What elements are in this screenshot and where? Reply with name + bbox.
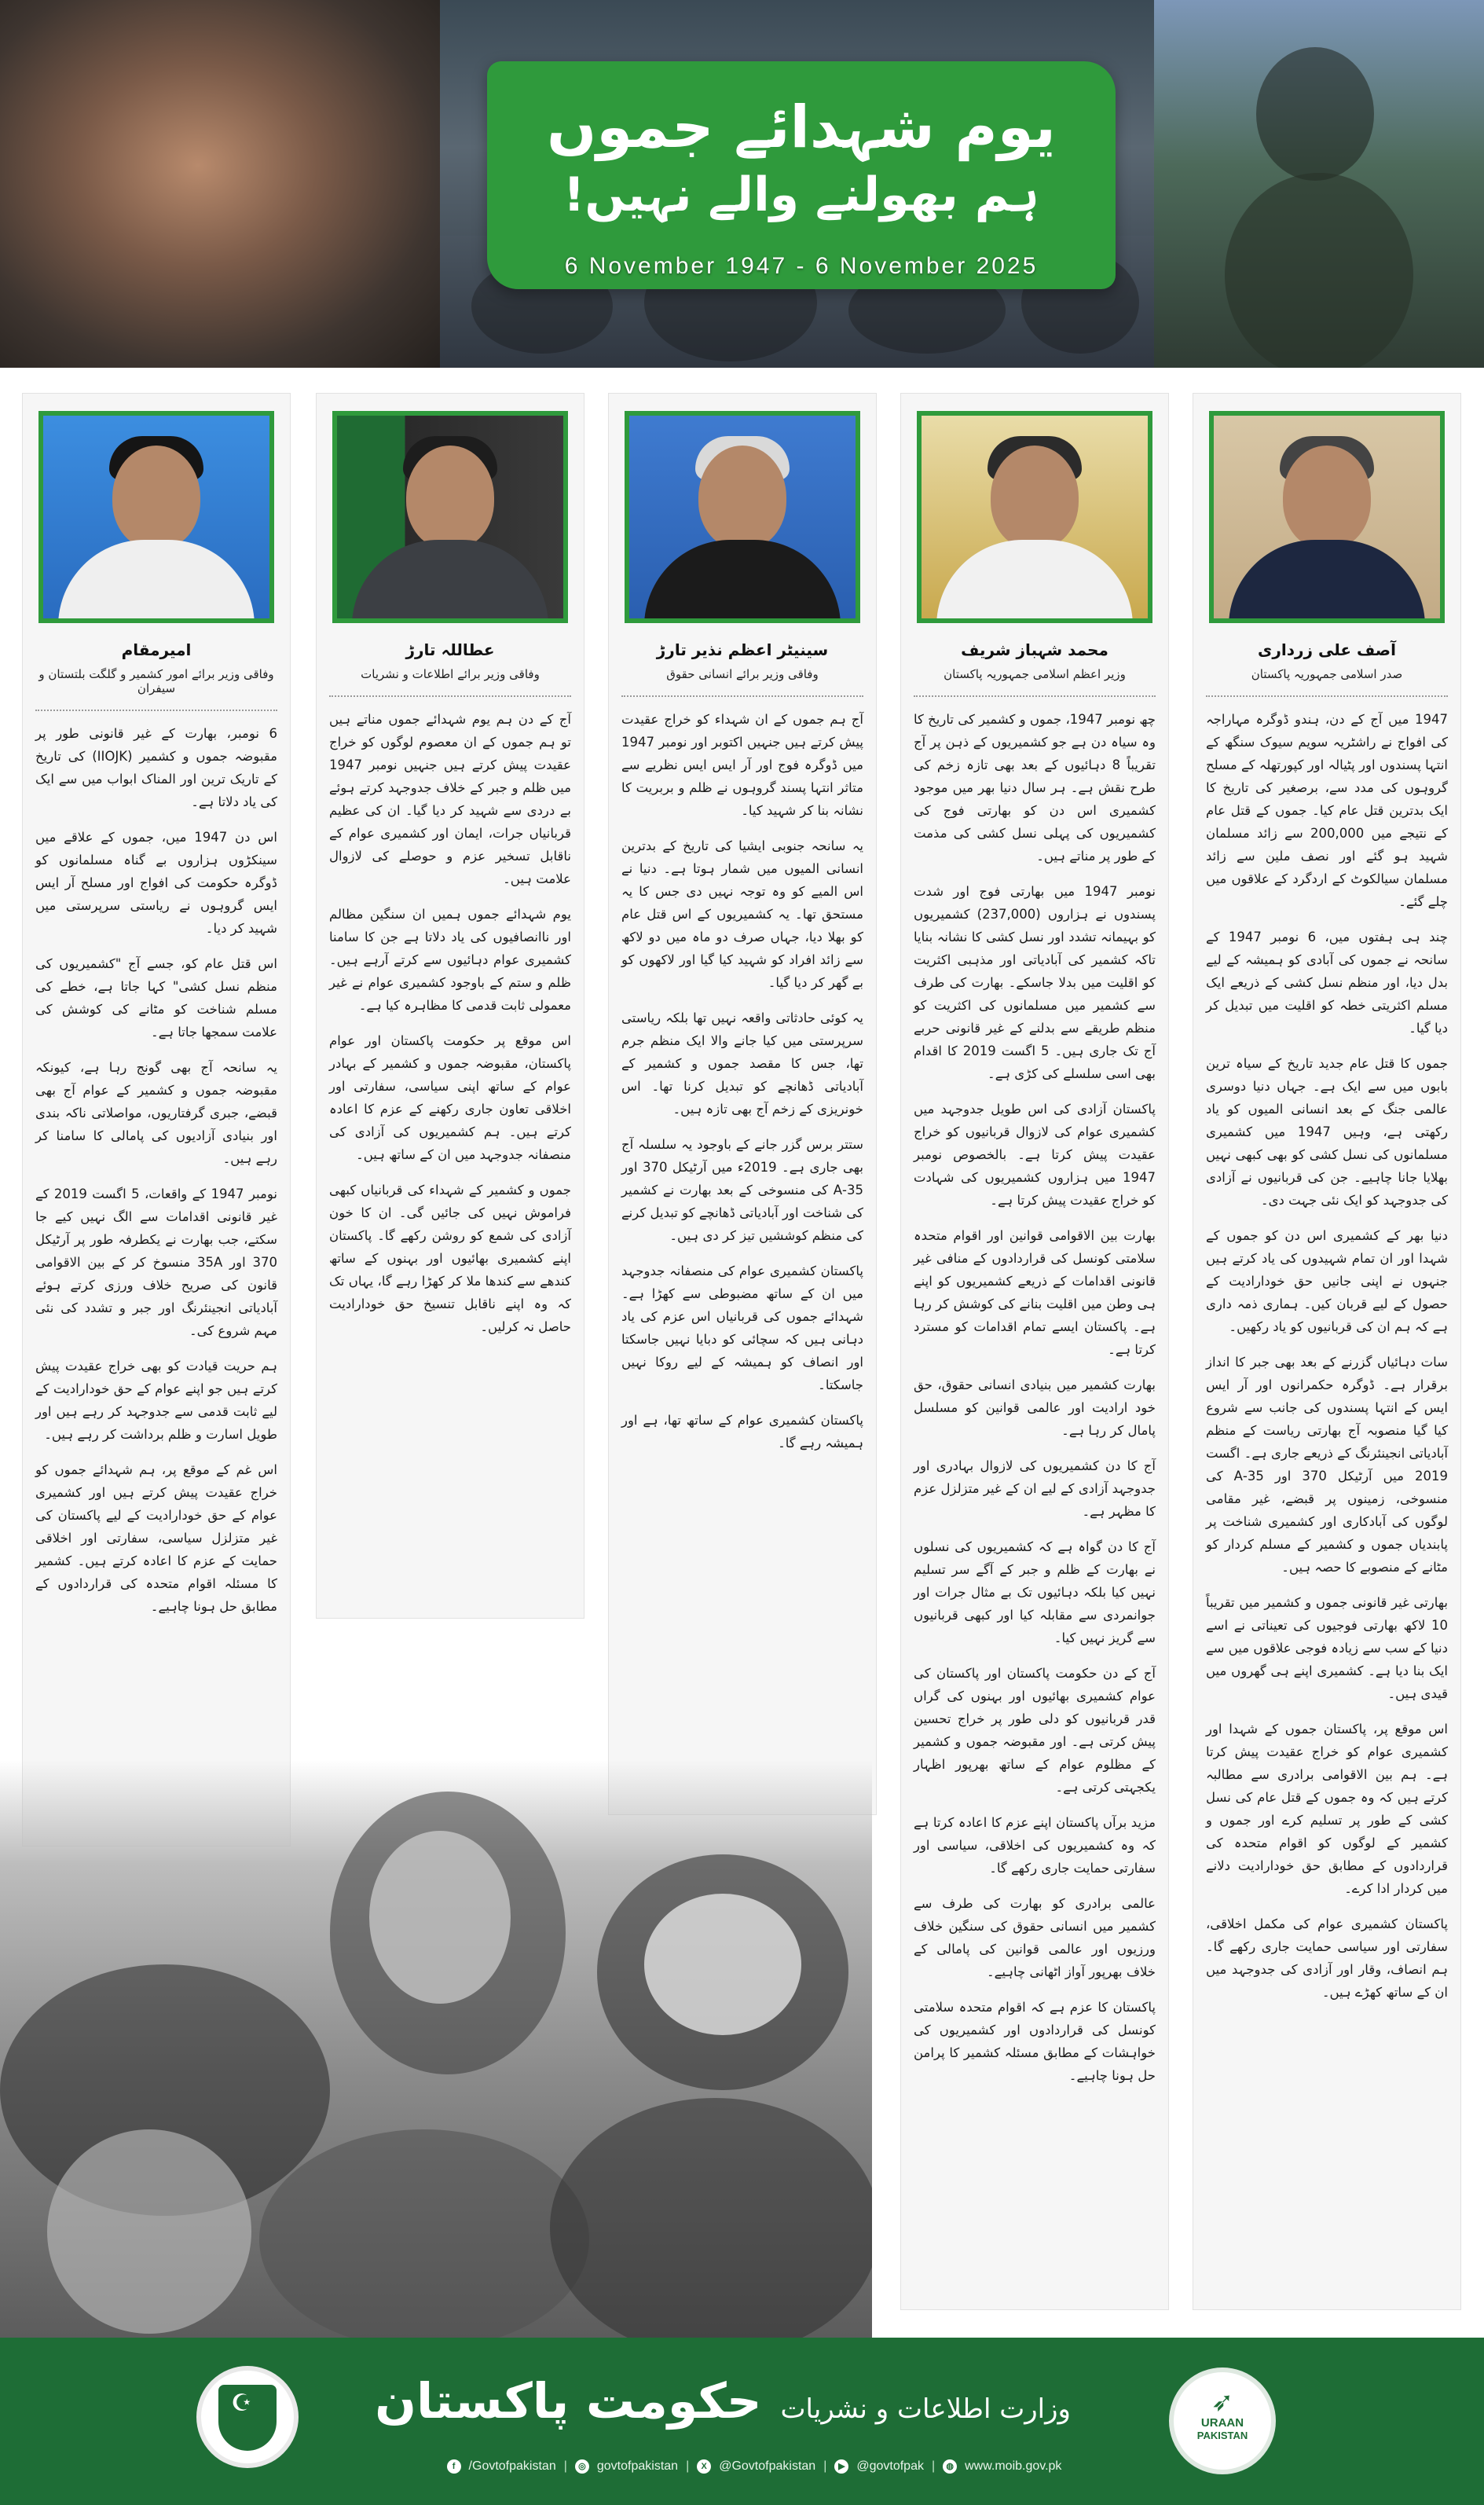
statement-column-information-minister bbox=[316, 393, 584, 1619]
person-role: وفاقی وزیر برائے امور کشمیر و گلگت بلتستان و سیفران bbox=[38, 667, 274, 695]
paragraph: آج کا دن کشمیریوں کی لازوال بہادری اور جدوجہد آزادی کے لیے ان کے غیر متزلزل عزم کا مظہر ہے۔ bbox=[914, 1458, 1156, 1519]
paragraph: سات دہائیاں گزرنے کے بعد بھی جبر کا انداز برقرار ہے۔ ڈوگرہ حکمرانوں اور آر ایس ایس کے انتہا پسندوں کی جانب سے شروع کیا گیا منصوبہ آج بھارتی ریاست کے منظم آبادیاتی انجینئرنگ کے ذریعے جاری ہے۔ اگست 2019 میں آرٹیکل 370 اور 35-A کی منسوخی، زمینوں پر قبضے، غیر مقامی لوگوں کی آبادکاری اور کشمیری شناخت پر پابندیاں جموں و کشمیر کے مسلم کردار کو مٹانے کے منصوبے کا حصہ ہیں۔ bbox=[1206, 1355, 1448, 1575]
state-emblem-icon: ☪ bbox=[196, 2366, 299, 2468]
uraan-label: URAAN bbox=[1200, 2416, 1244, 2430]
paragraph: چھ نومبر 1947، جموں و کشمیر کی تاریخ کا وہ سیاہ دن ہے جو کشمیریوں کے ذہن پر آج تقریباً 8 دہائیوں کے بعد بھی تازہ زخم کی طرح نقش ہے۔ ہر سال دنیا بھر میں موجود کشمیری اس دن کو بھارتی فوج کی کشمیریوں کی پہلی نسل کشی کی مذمت کے طور پر مناتے ہیں۔ bbox=[914, 712, 1156, 864]
divider bbox=[1206, 695, 1448, 697]
x-link[interactable]: @Govtofpakistan bbox=[719, 2459, 816, 2473]
portrait-photo bbox=[38, 411, 274, 623]
person-role: وفاقی وزیر برائے انسانی حقوق bbox=[666, 667, 819, 681]
person-name: سینیٹر اعظم نذیر تارڑ bbox=[656, 640, 829, 659]
bird-icon: ➶ bbox=[1211, 2386, 1234, 2418]
government-name: حکومت پاکستان bbox=[375, 2372, 762, 2430]
date-range: 6 November 1947 - 6 November 2025 bbox=[564, 253, 1039, 279]
person-name: آصف علی زرداری bbox=[1258, 640, 1396, 659]
person-role: وزیر اعظم اسلامی جمہوریہ پاکستان bbox=[944, 667, 1126, 681]
divider bbox=[621, 695, 863, 697]
header-banner bbox=[0, 0, 1484, 368]
paragraph: آج کے دن ہم یوم شہدائے جموں مناتے ہیں تو ہم جموں کے ان معصوم لوگوں کو خراج عقیدت پیش کرتے ہیں جنہیں نومبر 1947 میں ظلم و جبر کے خلاف جدوجہد کرتے ہوئے بے دردی سے شہید کر دیا گیا۔ ان کی عظیم قربانیاں جرات، ایمان اور کشمیری عوام کے ناقابل تسخیر عزم و حوصلے کی لازوال علامت ہیں۔ bbox=[329, 712, 571, 886]
paragraph: ہم حریت قیادت کو بھی خراج عقیدت پیش کرتے ہیں جو اپنے عوام کے حق خودارادیت کے لیے ثابت قدمی سے جدوجہد کر رہے ہیں اور طویل اسارت و ظلم برداشت کر رہے ہیں۔ bbox=[35, 1359, 277, 1442]
main-title: یوم شہدائے جموں bbox=[547, 94, 1056, 161]
paragraph: پاکستان کشمیری عوام کی مکمل اخلاقی، سفارتی اور سیاسی حمایت جاری رکھے گا۔ ہم انصاف، وقار اور آزادی کی جدوجہد میں ان کے ساتھ کھڑے ہیں۔ bbox=[1206, 1916, 1448, 2000]
paragraph: چند ہی ہفتوں میں، 6 نومبر 1947 کے سانحہ نے جموں کی آبادی کو ہمیشہ کے لیے بدل دیا، اور منظم نسل کشی کے ذریعے ایک مسلم اکثریتی خطہ کو اقلیت میں تبدیل کر دیا گیا۔ bbox=[1206, 930, 1448, 1036]
paragraph: 1947 میں آج کے دن، ہندو ڈوگرہ مہاراجہ کی افواج نے راشٹریہ سویم سیوک سنگھ کے انتہا پسندوں اور پٹیالہ اور کپورتھلہ کے مسلح گروہوں کی مدد سے، برصغیر کی تاریخ کا ایک بدترین قتل عام کیا۔ جموں کے قتل عام کے نتیجے میں 200,000 سے زائد مسلمان شہید ہو گئے اور نصف ملین سے زائد مسلمان سیالکوٹ کے اردگرد کے علاقوں میں چلے گئے۔ bbox=[1206, 712, 1448, 909]
instagram-icon: ◎ bbox=[575, 2459, 589, 2474]
statement-column-kashmir-affairs-minister bbox=[22, 393, 291, 1847]
paragraph: اس موقع پر حکومت پاکستان اور عوام پاکستان، مقبوضہ جموں و کشمیر کے بہادر عوام کے ساتھ اپنی سیاسی، سفارتی اور اخلاقی تعاون جاری رکھنے کے عزم کا اعادہ کرتے ہیں۔ ہم کشمیریوں کی آزادی کی منصفانہ جدوجہد میں ان کے ساتھ ہیں۔ bbox=[329, 1033, 571, 1162]
paragraph: یوم شہدائے جموں ہمیں ان سنگین مظالم اور ناانصافیوں کی یاد دلاتا ہے جن کا سامنا کشمیری عوام دہائیوں سے کرتے آرہے ہیں۔ ظلم و ستم کے باوجود کشمیری عوام نے غیر معمولی ثابت قدمی کا مظاہرہ کیا ہے۔ bbox=[329, 907, 571, 1013]
facebook-icon: f bbox=[447, 2459, 461, 2474]
facebook-link[interactable]: /Govtofpakistan bbox=[468, 2459, 556, 2473]
x-icon: X bbox=[697, 2459, 711, 2474]
paragraph: اس دن 1947 میں، جموں کے علاقے میں سینکڑوں ہزاروں بے گناہ مسلمانوں کو ڈوگرہ حکومت کی افواج اور مسلح آر ایس ایس گروہوں نے ریاستی سرپرستی میں شہید کر دیا۔ bbox=[35, 830, 277, 936]
paragraph: دنیا بھر کے کشمیری اس دن کو جموں کے شہدا اور ان تمام شہیدوں کی یاد کرتے ہیں جنہوں نے اپنی جانیں حق خودارادیت کے حصول کے لیے قربان کیں۔ ہماری ذمہ داری ہے کہ ہم ان کی قربانیوں کو یاد رکھیں۔ bbox=[1206, 1228, 1448, 1334]
uraan-pakistan-logo bbox=[1169, 2367, 1276, 2474]
paragraph: اس غم کے موقع پر، ہم شہدائے جموں کو خراج عقیدت پیش کرتے ہیں اور کشمیری عوام کے حق خودارادیت کے لیے پاکستان کی غیر متزلزل سیاسی، سفارتی اور اخلاقی حمایت کے عزم کا اعادہ کرتے ہیں۔ کشمیر کا مسئلہ اقوام متحدہ کی قراردادوں کے مطابق حل ہونا چاہیے۔ bbox=[35, 1462, 277, 1614]
paragraph: یہ کوئی حادثاتی واقعہ نہیں تھا بلکہ ریاستی سرپرستی میں کیا جانے والا ایک منظم جرم تھا، جس کا مقصد جموں و کشمیر کے آبادیاتی ڈھانچے کو تبدیل کرنا تھا۔ اس خونریزی کے زخم آج بھی تازہ ہیں۔ bbox=[621, 1010, 863, 1117]
divider bbox=[35, 710, 277, 711]
person-name: محمد شہباز شریف bbox=[961, 640, 1108, 659]
paragraph: بھارت کشمیر میں بنیادی انسانی حقوق، حق خود ارادیت اور عالمی قوانین کو مسلسل پامال کر رہا ہے۔ bbox=[914, 1377, 1156, 1438]
soldier-photo bbox=[1154, 0, 1484, 368]
paragraph: اس قتل عام کو، جسے آج "کشمیریوں کی منظم نسل کشی" کہا جاتا ہے، خطے کی مسلم شناخت کو مٹانے کی کوشش کی علامت سمجھا جاتا ہے۔ bbox=[35, 956, 277, 1040]
youtube-link[interactable]: @govtofpak bbox=[856, 2459, 924, 2473]
paragraph: جموں کا قتل عام جدید تاریخ کے سیاہ ترین بابوں میں سے ایک ہے۔ جہاں دنیا دوسری عالمی جنگ کے بعد انسانی المیوں کو یاد رکھتی ہے، وہیں 1947 میں کشمیری مسلمانوں کی نسل کشی کو بھی کبھی نہیں بھلایا جانا چاہیے۔ جن کی قربانیوں نے آزادی کی جدوجہد کو ایک نئی جہت دی۔ bbox=[1206, 1056, 1449, 1208]
social-links: f /Govtofpakistan | ◎ govtofpakistan | X @Govtofpakistan | ▶ @govtofpak | ◍ www.moib.gov.pk bbox=[424, 2459, 1084, 2474]
pakistan-label: PAKISTAN bbox=[1196, 2430, 1248, 2441]
ministry-name: وزارت اطلاعات و نشریات bbox=[780, 2393, 1071, 2425]
statement-column-prime-minister bbox=[900, 393, 1169, 2310]
government-title bbox=[330, 2372, 1116, 2448]
person-role: صدر اسلامی جمہوریہ پاکستان bbox=[1251, 667, 1403, 681]
statement-column-human-rights-minister bbox=[608, 393, 877, 1815]
footer bbox=[0, 2338, 1484, 2505]
paragraph: مزید برآں پاکستان اپنے عزم کا اعادہ کرتا ہے کہ وہ کشمیریوں کی اخلاقی، سیاسی اور سفارتی حمایت جاری رکھے گا۔ bbox=[914, 1815, 1156, 1876]
paragraph: اس موقع پر، پاکستان جموں کے شہدا اور کشمیری عوام کو خراج عقیدت پیش کرتا ہے۔ ہم بین الاقوامی برادری سے مطالبہ کرتے ہیں کہ وہ جموں کے قتل عام کی نسل کشی کے طور پر تسلیم کرے اور جموں و کشمیر کے لوگوں کو اقوام متحدہ کی قراردادوں کے مطابق حق خودارادیت دلانے میں کردار ادا کرے۔ bbox=[1206, 1722, 1448, 1896]
paragraph: نومبر 1947 میں بھارتی فوج اور شدت پسندوں نے ہزاروں (237,000) کشمیریوں کو بہیمانہ تشدد اور نسل کشی کا نشانہ بنایا تاکہ کشمیر کی آبادیاتی اور مذہبی اکثریت کو اقلیت میں بدلا جاسکے۔ بھارت کی طرف سے کشمیر میں مسلمانوں کی اکثریت کو منظم طریقے سے بدلنے کے غیر قانونی حربے آج تک جاری ہیں۔ 5 اگست 2019 کا اقدام بھی اسی سلسلے کی کڑی ہے۔ bbox=[914, 884, 1156, 1081]
portrait-photo bbox=[917, 411, 1152, 623]
divider bbox=[329, 695, 571, 697]
paragraph: آج کا دن گواہ ہے کہ کشمیریوں کی نسلوں نے بھارت کے ظلم و جبر کے آگے سر تسلیم نہیں کیا بلکہ دہائیوں تک بے مثال جرات اور جوانمردی سے مقابلہ کیا اور کبھی قربانیوں سے گریز نہیں کیا۔ bbox=[914, 1539, 1156, 1645]
website-link[interactable]: www.moib.gov.pk bbox=[965, 2459, 1062, 2473]
photo-collage bbox=[0, 1760, 872, 2338]
paragraph: 6 نومبر، بھارت کے غیر قانونی طور پر مقبوضہ جموں و کشمیر (IIOJK) کی تاریخ کے تاریک ترین اور المناک ابواب میں سے ایک کی یاد دلاتا ہے۔ bbox=[35, 726, 277, 809]
portrait-photo bbox=[1209, 411, 1445, 623]
paragraph: بھارت بین الاقوامی قوانین اور اقوام متحدہ سلامتی کونسل کی قراردادوں کے منافی غیر قانونی اقدامات کے ذریعے کشمیریوں کو اپنے ہی وطن میں اقلیت بنانے کی کوشش کر رہا ہے۔ پاکستان ایسے تمام اقدامات کو مسترد کرتا ہے۔ bbox=[914, 1228, 1156, 1357]
divider bbox=[914, 695, 1156, 697]
globe-icon: ◍ bbox=[943, 2459, 957, 2474]
paragraph: پاکستان کا عزم ہے کہ اقوام متحدہ سلامتی کونسل کی قراردادوں اور کشمیریوں کی خواہشات کے مطابق مسئلہ کشمیر کا پرامن حل ہونا چاہیے۔ bbox=[914, 2000, 1156, 2083]
paragraph: یہ سانحہ آج بھی گونج رہا ہے، کیونکہ مقبوضہ جموں و کشمیر کے عوام آج بھی قبضے، جبری گرفتاریوں، مواصلاتی ناکہ بندی اور بنیادی آزادیوں کی پامالی کا سامنا کر رہے ہیں۔ bbox=[35, 1060, 277, 1166]
paragraph: پاکستان آزادی کی اس طویل جدوجہد میں کشمیری عوام کی لازوال قربانیوں کو خراج عقیدت پیش کرتا ہے۔ بالخصوص نومبر 1947 میں ہزاروں کشمیریوں کی شہادت کو خراج عقیدت پیش کرتا ہے۔ bbox=[914, 1102, 1156, 1208]
paragraph: بھارتی غیر قانونی جموں و کشمیر میں تقریباً 10 لاکھ بھارتی فوجیوں کی تعیناتی نے اسے دنیا کے سب سے زیادہ فوجی علاقوں میں سے ایک بنا دیا ہے۔ کشمیری اپنے ہی گھروں میں قیدی ہیں۔ bbox=[1205, 1595, 1448, 1701]
person-role: وفاقی وزیر برائے اطلاعات و نشریات bbox=[361, 667, 540, 681]
paragraph: نومبر 1947 کے واقعات، 5 اگست 2019 کے غیر قانونی اقدامات سے الگ نہیں کیے جا سکتے، جب بھارت نے یکطرفہ طور پر آرٹیکل 370 اور 35A منسوخ کر کے بین الاقوامی قانون کی صریح خلاف ورزی کرتے ہوئے آبادیاتی انجینئرنگ اور جبر و تشدد کی نئی مہم شروع کی۔ bbox=[35, 1186, 277, 1338]
subtitle: ہم بھولنے والے نہیں! bbox=[563, 167, 1039, 222]
portrait-photo bbox=[332, 411, 568, 623]
paragraph: آج کے دن حکومت پاکستان اور پاکستان کی عوام کشمیری بھائیوں اور بہنوں کی گراں قدر قربانیوں کو دلی طور پر خراج تحسین پیش کرتی ہے۔ اور مقبوضہ جموں و کشمیر کے مظلوم عوام کے ساتھ بھرپور اظہار یکجہتی کرتی ہے۔ bbox=[914, 1666, 1156, 1795]
person-name: امیرمقام bbox=[121, 640, 192, 659]
youtube-icon: ▶ bbox=[834, 2459, 848, 2474]
paragraph: پاکستان کشمیری عوام کے ساتھ تھا، ہے اور ہمیشہ رہے گا۔ bbox=[621, 1413, 863, 1451]
person-name: عطاللہ تارڑ bbox=[405, 640, 495, 659]
paragraph: ستتر برس گزر جانے کے باوجود یہ سلسلہ آج بھی جاری ہے۔ 2019ء میں آرٹیکل 370 اور 35-A کی منسوخی کے بعد بھارت نے کشمیر کی شناخت اور آبادیاتی ڈھانچے کو تبدیل کرنے کی منظم کوششیں تیز کر دی ہیں۔ bbox=[621, 1137, 863, 1243]
paragraph: پاکستان کشمیری عوام کی منصفانہ جدوجہد میں ان کے ساتھ مضبوطی سے کھڑا ہے۔ شہدائے جموں کی قربانیاں اس عزم کی یاد دہانی ہیں کہ سچائی کو دبایا نہیں جاسکتا اور انصاف کو ہمیشہ کے لیے روکا نہیں جاسکتا۔ bbox=[621, 1264, 863, 1392]
statement-column-president bbox=[1193, 393, 1461, 2310]
paragraph: آج ہم جموں کے ان شہداء کو خراج عقیدت پیش کرتے ہیں جنہیں اکتوبر اور نومبر 1947 میں ڈوگرہ فوج اور آر ایس ایس نظریے سے متاثر انتہا پسند گروہوں نے ظلم و بربریت کا نشانہ بنا کر شہید کیا۔ bbox=[621, 712, 863, 818]
instagram-link[interactable]: govtofpakistan bbox=[596, 2459, 679, 2473]
portrait-photo bbox=[625, 411, 860, 623]
mother-child-photo bbox=[0, 0, 440, 368]
paragraph: عالمی برادری کو بھارت کی طرف سے کشمیر میں انسانی حقوق کی سنگین خلاف ورزیوں اور عالمی قوانین کی پامالی کے خلاف بھرپور آواز اٹھانی چاہیے۔ bbox=[914, 1896, 1156, 1979]
paragraph: جموں و کشمیر کے شہداء کی قربانیاں کبھی فراموش نہیں کی جائیں گی۔ ان کا خون آزادی کی شمع کو روشن رکھے گا۔ پاکستان اپنے کشمیری بھائیوں اور بہنوں کے ساتھ کندھے سے کندھا ملا کر کھڑا رہے گا، یہاں تک کہ وہ اپنے ناقابل تنسیخ حق خودارادیت حاصل نہ کرلیں۔ bbox=[329, 1183, 571, 1334]
paragraph: یہ سانحہ جنوبی ایشیا کی تاریخ کے بدترین انسانی المیوں میں شمار ہوتا ہے۔ دنیا نے اس المیے کو وہ توجہ نہیں دی جس کا یہ مستحق تھا۔ یہ کشمیریوں کے اس قتل عام کو بھلا دیا، جہاں صرف دو ماہ میں دو لاکھ سے زائد افراد کو شہید کیا گیا اور لاکھوں کو بے گھر کر دیا گیا۔ bbox=[621, 838, 863, 990]
